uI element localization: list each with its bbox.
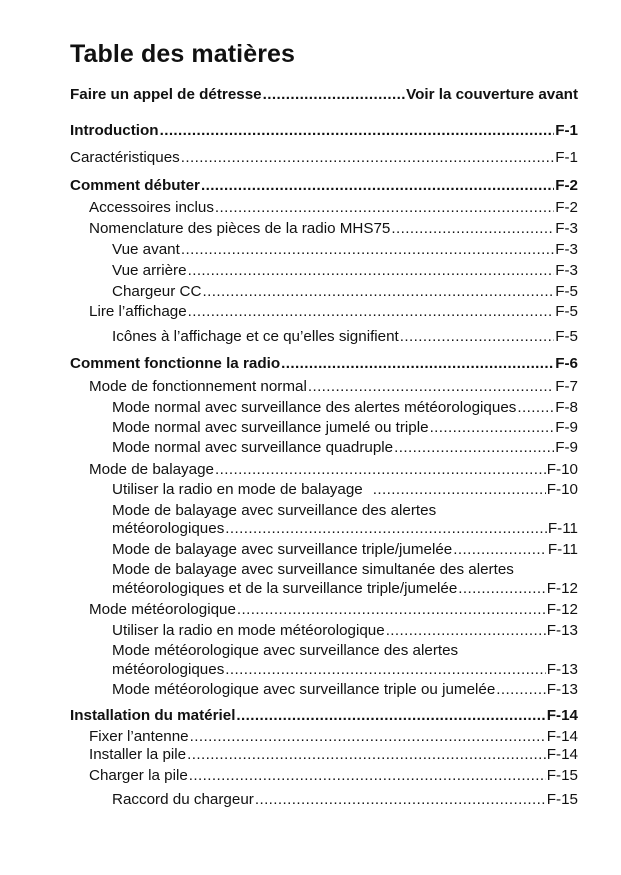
toc-label: Faire un appel de détresse — [70, 86, 262, 103]
toc-leader — [202, 283, 554, 301]
toc-leader — [453, 541, 547, 559]
toc-page-number: F-5 — [555, 303, 578, 320]
toc-leader — [215, 461, 546, 479]
toc-label: Utiliser la radio en mode météorologique — [112, 622, 385, 639]
toc-page-number: F-3 — [555, 241, 578, 258]
toc-page-number: F-5 — [555, 283, 578, 300]
page-title: Table des matières — [70, 40, 296, 68]
toc-leader — [225, 661, 545, 679]
toc-page-number: F-10 — [546, 461, 578, 478]
toc-label: Utiliser la radio en mode de balayage — [112, 481, 363, 498]
toc-leader — [189, 767, 546, 785]
toc-label: Comment fonctionne la radio — [70, 355, 281, 372]
toc-page-number: F-8 — [555, 399, 578, 416]
toc-entry-meteo-alertes[interactable] — [112, 661, 578, 679]
toc-leader — [517, 399, 554, 417]
toc-entry-mode-normal[interactable] — [89, 378, 578, 396]
toc-label: météorologiques — [112, 661, 225, 678]
toc-entry-installation[interactable] — [70, 707, 578, 725]
toc-leader — [496, 681, 545, 699]
toc-leader — [373, 481, 546, 499]
toc-leader — [308, 378, 554, 396]
toc-entry-normal-jumele[interactable] — [112, 419, 578, 437]
toc-entry-mode-meteo[interactable] — [89, 601, 578, 619]
toc-page-number: F-9 — [555, 419, 578, 436]
toc-page-number: F-14 — [546, 707, 578, 724]
toc-label: Caractéristiques — [70, 149, 180, 166]
toc-entry-balayage-simultanee-line1: Mode de balayage avec surveillance simultanée des alertes — [112, 561, 514, 578]
toc-label: Nomenclature des pièces de la radio MHS75 — [89, 220, 391, 237]
toc-entry-balayage-alertes[interactable] — [112, 520, 578, 538]
toc-page-number: F-11 — [547, 520, 578, 537]
toc-entry-meteo-alertes-line1: Mode météorologique avec surveillance des alertes — [112, 642, 459, 659]
toc-leader — [236, 707, 545, 725]
toc-leader — [430, 419, 555, 437]
toc-entry-nomenclature[interactable] — [89, 220, 578, 238]
toc-label: Charger la pile — [89, 767, 188, 784]
toc-label: Mode de balayage — [89, 461, 214, 478]
toc-leader — [391, 220, 554, 238]
toc-label: Vue arrière — [112, 262, 187, 279]
toc-entry-charger[interactable] — [89, 767, 578, 785]
toc-entry-distress[interactable] — [70, 86, 578, 104]
toc-label: Mode normal avec surveillance jumelé ou triple — [112, 419, 429, 436]
toc-entry-raccord[interactable] — [112, 791, 578, 809]
toc-label: Introduction — [70, 122, 159, 139]
toc-label: Lire l’affichage — [89, 303, 187, 320]
toc-page-number: F-11 — [547, 541, 578, 558]
toc-leader — [255, 791, 546, 809]
toc-entry-normal-quadruple[interactable] — [112, 439, 578, 457]
toc-label: Chargeur CC — [112, 283, 202, 300]
toc-leader — [181, 149, 554, 167]
toc-page-number: F-13 — [546, 622, 578, 639]
toc-entry-accessoires[interactable] — [89, 199, 578, 217]
toc-page-number: F-9 — [555, 439, 578, 456]
toc-entry-normal-meteo[interactable] — [112, 399, 578, 417]
toc-leader — [201, 177, 554, 195]
toc-page-number: F-14 — [546, 746, 578, 763]
toc-leader — [458, 580, 545, 598]
toc-page-number: F-3 — [555, 262, 578, 279]
toc-entry-antenne[interactable] — [89, 728, 578, 746]
toc-page-number: F-15 — [546, 791, 578, 808]
toc-leader — [386, 622, 546, 640]
toc-page-number: F-3 — [555, 220, 578, 237]
toc-entry-lire-affichage[interactable] — [89, 303, 578, 321]
toc-entry-utiliser-balayage[interactable] — [112, 481, 578, 499]
toc-entry-fonctionne[interactable] — [70, 355, 578, 373]
toc-label: météorologiques et de la surveillance triple/jumelée — [112, 580, 458, 597]
toc-label: Installer la pile — [89, 746, 187, 763]
toc-label: Comment débuter — [70, 177, 200, 194]
toc-page-number: F-6 — [555, 355, 578, 372]
toc-label: Mode de fonctionnement normal — [89, 378, 307, 395]
toc-page-number: F-12 — [546, 580, 578, 597]
toc-entry-utiliser-meteo[interactable] — [112, 622, 578, 640]
toc-entry-balayage[interactable] — [89, 461, 578, 479]
toc-entry-debuter[interactable] — [70, 177, 578, 195]
toc-page-number: F-5 — [555, 328, 578, 345]
toc-label: Mode de balayage avec surveillance triple/jumelée — [112, 541, 453, 558]
toc-leader — [263, 86, 405, 104]
toc-label: Icônes à l’affichage et ce qu’elles signifient — [112, 328, 399, 345]
toc-page-number: F-7 — [555, 378, 578, 395]
toc-page-number: F-2 — [555, 199, 578, 216]
toc-entry-meteo-triple[interactable] — [112, 681, 578, 699]
toc-page-number: F-1 — [555, 149, 578, 166]
toc-entry-balayage-simultanee[interactable] — [112, 580, 578, 598]
toc-label: Mode météorologique avec surveillance triple ou jumelée — [112, 681, 496, 698]
toc-entry-vue-arriere[interactable] — [112, 262, 578, 280]
toc-entry-balayage-triple[interactable] — [112, 541, 578, 559]
toc-entry-pile[interactable] — [89, 746, 578, 764]
toc-label: Installation du matériel — [70, 707, 236, 724]
toc-leader — [225, 520, 547, 538]
toc-leader — [394, 439, 554, 457]
toc-entry-vue-avant[interactable] — [112, 241, 578, 259]
toc-entry-chargeur-cc[interactable] — [112, 283, 578, 301]
toc-page-number: F-2 — [555, 177, 578, 194]
toc-page-number: F-15 — [546, 767, 578, 784]
toc-label: Vue avant — [112, 241, 180, 258]
toc-page-number: F-12 — [546, 601, 578, 618]
toc-label: Mode normal avec surveillance quadruple — [112, 439, 394, 456]
toc-label: Raccord du chargeur — [112, 791, 254, 808]
toc-leader — [400, 328, 554, 346]
toc-leader — [160, 122, 555, 140]
toc-page-number: F-13 — [546, 661, 578, 678]
toc-leader — [215, 199, 554, 217]
toc-label: Mode normal avec surveillance des alertes météorologiques — [112, 399, 517, 416]
toc-leader — [188, 262, 555, 280]
toc-leader — [281, 355, 554, 373]
toc-leader — [188, 303, 555, 321]
toc-entry-balayage-alertes-line1: Mode de balayage avec surveillance des alertes — [112, 502, 437, 519]
toc-page-number: F-14 — [546, 728, 578, 745]
toc-leader — [187, 746, 546, 764]
toc-label: météorologiques — [112, 520, 225, 537]
toc-page-number: F-13 — [546, 681, 578, 698]
toc-page-number: F-1 — [555, 122, 578, 139]
toc-entry-icones[interactable] — [112, 328, 578, 346]
toc-label: Mode météorologique — [89, 601, 236, 618]
toc-leader — [190, 728, 546, 746]
toc-leader — [181, 241, 554, 259]
toc-page-number: F-10 — [546, 481, 578, 498]
toc-page-number: Voir la couverture avant — [406, 86, 578, 103]
toc-entry-introduction[interactable] — [70, 122, 578, 140]
toc-label: Fixer l’antenne — [89, 728, 189, 745]
toc-entry-caracteristiques[interactable] — [70, 149, 578, 167]
toc-label: Accessoires inclus — [89, 199, 214, 216]
toc-leader — [237, 601, 546, 619]
